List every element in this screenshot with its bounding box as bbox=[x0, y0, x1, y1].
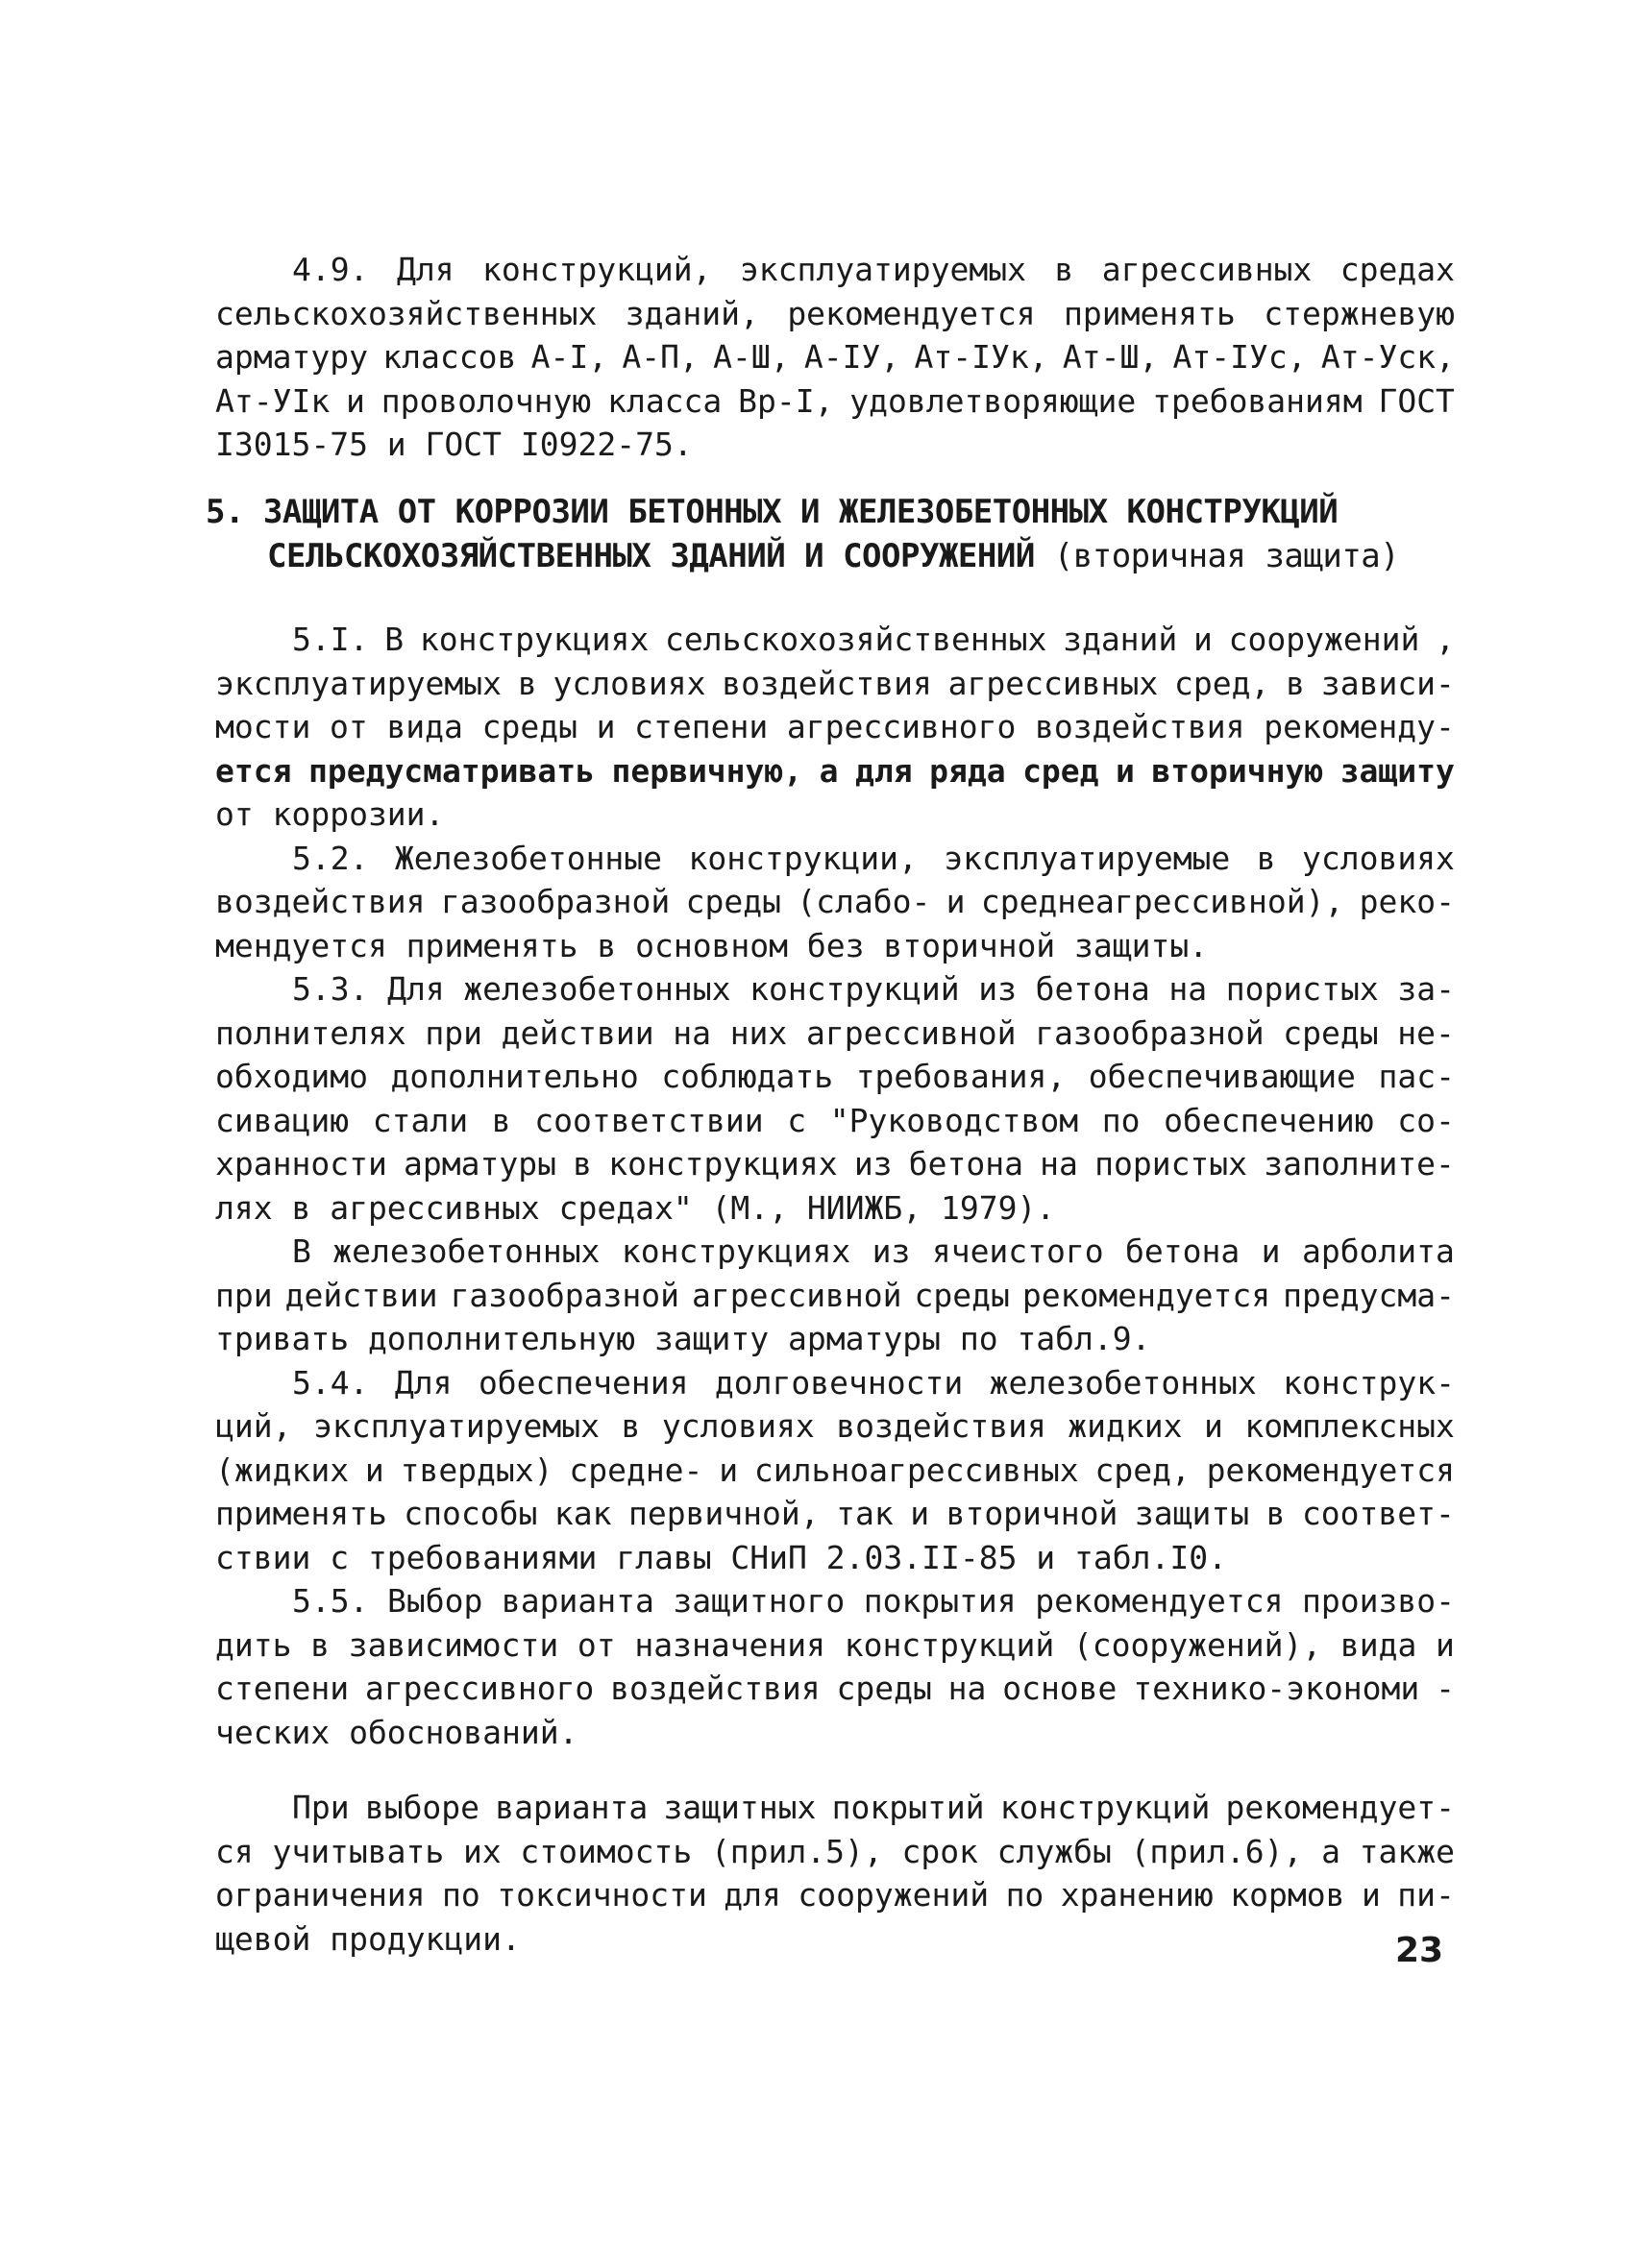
word: газообразной bbox=[450, 1276, 679, 1314]
word: воздействия bbox=[1035, 708, 1245, 745]
word: конструкций bbox=[749, 970, 960, 1008]
word: твердых) bbox=[400, 1451, 553, 1489]
word: 5.4. bbox=[292, 1363, 369, 1402]
word: рекомендуется bbox=[787, 294, 1036, 332]
word: мости bbox=[215, 708, 311, 745]
word: по bbox=[1005, 1876, 1044, 1914]
word: ряда bbox=[929, 751, 1006, 790]
word: газообразной bbox=[1035, 1013, 1265, 1052]
word: на bbox=[1168, 970, 1208, 1008]
word: Ат-IУк, bbox=[914, 338, 1048, 376]
text-line bbox=[215, 618, 1455, 662]
word: с bbox=[787, 1101, 807, 1139]
word: сельскохозяйственных bbox=[664, 621, 1047, 658]
text-line bbox=[215, 1230, 1455, 1274]
word: В bbox=[384, 621, 405, 658]
word: конструкциях bbox=[621, 1232, 851, 1270]
text-line bbox=[215, 967, 1455, 1012]
word: действии bbox=[284, 1276, 438, 1314]
word: среды bbox=[914, 1276, 1010, 1314]
word: пас- bbox=[1378, 1058, 1455, 1095]
word: сред bbox=[1022, 751, 1099, 790]
text-line bbox=[215, 1449, 1455, 1493]
word: в bbox=[491, 1101, 511, 1139]
word: зданий bbox=[1063, 621, 1178, 658]
word: арматуру bbox=[215, 338, 368, 376]
word: (сооружений), bbox=[1072, 1625, 1322, 1664]
word: Железобетонные bbox=[394, 839, 663, 877]
word: из bbox=[978, 970, 1017, 1008]
word: зависимости bbox=[348, 1625, 559, 1664]
word: 4.9. bbox=[292, 251, 369, 288]
word: предусма- bbox=[1283, 1276, 1455, 1314]
text-line bbox=[215, 248, 1455, 292]
word: пи- bbox=[1397, 1876, 1455, 1914]
word: стоимость bbox=[520, 1832, 693, 1870]
word: при bbox=[425, 1013, 482, 1052]
word: и bbox=[910, 1495, 930, 1532]
heading-line-1: 5. ЗАЩИТА ОТ КОРРОЗИИ БЕТОННЫХ И ЖЕЛЕЗОБЕТОННЫХ КОНСТРУКЦИЙ bbox=[206, 493, 1339, 531]
word: средне- bbox=[569, 1451, 703, 1489]
word: способы bbox=[404, 1495, 538, 1532]
word: обеспечению bbox=[1164, 1101, 1374, 1139]
word: среды bbox=[836, 1670, 932, 1707]
text-line bbox=[215, 880, 1455, 924]
word: вида bbox=[1339, 1625, 1417, 1664]
word: бетона bbox=[908, 1145, 1023, 1183]
word: из bbox=[872, 1232, 911, 1270]
text-line bbox=[215, 1142, 1455, 1186]
word: долговечности bbox=[714, 1363, 964, 1402]
heading-subtitle: (вторичная защита) bbox=[1053, 536, 1400, 575]
word: пористых bbox=[1094, 1145, 1248, 1183]
text-line bbox=[215, 1623, 1455, 1668]
word: из bbox=[853, 1145, 893, 1183]
word: защиту bbox=[1339, 751, 1455, 790]
word: вида bbox=[386, 708, 463, 745]
word: Ат-УIк bbox=[215, 381, 331, 420]
word: бетона bbox=[1125, 1232, 1241, 1270]
text-line: тривать дополнительную защиту арматуры по табл.9. bbox=[215, 1320, 1151, 1357]
text-line bbox=[215, 335, 1455, 379]
word: на bbox=[947, 1670, 987, 1707]
text-line bbox=[215, 749, 1455, 793]
word: в bbox=[621, 1407, 641, 1445]
word: Для bbox=[396, 251, 454, 288]
word: сооружений bbox=[1228, 621, 1420, 658]
word: вторичной bbox=[946, 1495, 1118, 1532]
word: - bbox=[1436, 1670, 1455, 1707]
word: как bbox=[553, 1495, 612, 1532]
word: эксплуатируемые bbox=[944, 839, 1231, 877]
word: среды bbox=[1283, 1013, 1379, 1052]
word: реко- bbox=[1359, 883, 1455, 920]
word: предусматривать bbox=[307, 751, 595, 790]
word: Ат-IУс, bbox=[1172, 338, 1307, 376]
word: и bbox=[719, 1451, 739, 1489]
word: железобетонных bbox=[463, 970, 731, 1008]
text-line bbox=[215, 1830, 1455, 1874]
word: сельскохозяйственных bbox=[215, 294, 598, 332]
word: по bbox=[442, 1876, 480, 1914]
word: токсичности bbox=[497, 1876, 707, 1914]
word: первичной, bbox=[627, 1495, 820, 1532]
word: обеспечения bbox=[478, 1363, 689, 1402]
word: хранности bbox=[215, 1145, 387, 1183]
word: и bbox=[1116, 751, 1135, 790]
text-line: лях в агрессивных средах" (М., НИИЖБ, 1979). bbox=[215, 1188, 1056, 1227]
text-line bbox=[215, 1055, 1455, 1099]
word: сивацию bbox=[215, 1101, 350, 1139]
section-heading bbox=[206, 490, 1464, 577]
word: требования, bbox=[855, 1058, 1067, 1095]
word: А-Ш, bbox=[713, 338, 790, 376]
word: а bbox=[819, 751, 839, 790]
word: 5.3. bbox=[292, 970, 369, 1008]
word: пористых bbox=[1225, 970, 1379, 1008]
word: срок bbox=[901, 1832, 978, 1870]
word: не- bbox=[1397, 1013, 1455, 1052]
word: конструкциях bbox=[608, 1145, 838, 1183]
word: покрытий bbox=[831, 1789, 985, 1826]
word: в bbox=[1286, 664, 1306, 702]
word: При bbox=[292, 1789, 350, 1826]
word: "Руководством bbox=[829, 1101, 1079, 1139]
word: и bbox=[1361, 1876, 1381, 1914]
text-line bbox=[215, 379, 1455, 424]
word: от bbox=[577, 1625, 616, 1664]
word: для bbox=[724, 1876, 781, 1914]
word: агрессивных bbox=[947, 664, 1159, 702]
word: 5.2. bbox=[292, 839, 369, 877]
word: конструкций bbox=[844, 1625, 1055, 1664]
word: обходимо bbox=[215, 1058, 368, 1095]
word: воздействия bbox=[722, 664, 932, 702]
word: (прил.5), bbox=[710, 1832, 883, 1870]
section-5-body bbox=[215, 618, 1455, 1754]
text-line bbox=[215, 1667, 1455, 1711]
word: конструкций bbox=[999, 1789, 1211, 1826]
word: учитывать bbox=[272, 1832, 445, 1870]
word: бетона bbox=[1035, 970, 1150, 1008]
word: от bbox=[330, 708, 368, 745]
word: основе bbox=[1002, 1670, 1118, 1707]
word: воздействия bbox=[836, 1407, 1046, 1445]
word: условиях bbox=[553, 664, 706, 702]
word: на bbox=[1040, 1145, 1078, 1183]
word: в bbox=[573, 1145, 593, 1183]
word: среды bbox=[481, 708, 577, 745]
text-line bbox=[215, 1492, 1455, 1536]
word: произво- bbox=[1302, 1582, 1455, 1620]
word: конструкций, bbox=[482, 251, 712, 288]
page-number: 23 bbox=[1395, 1931, 1444, 1970]
word: (прил.6), bbox=[1130, 1832, 1303, 1870]
word: хранению bbox=[1060, 1876, 1214, 1914]
word: степени bbox=[634, 708, 769, 745]
word: железобетонных bbox=[989, 1363, 1257, 1402]
word: и bbox=[946, 883, 966, 920]
word: рекомендуется bbox=[1035, 1582, 1284, 1620]
word: ячеистого bbox=[931, 1232, 1104, 1270]
word: применять bbox=[215, 1495, 387, 1532]
text-line bbox=[215, 662, 1455, 706]
word: и bbox=[1193, 621, 1213, 658]
word: соблюдать bbox=[661, 1058, 834, 1095]
word: классов bbox=[382, 338, 517, 376]
word: эксплуатируемых bbox=[215, 664, 503, 702]
word: конструк- bbox=[1283, 1363, 1455, 1402]
text-line bbox=[215, 1012, 1455, 1056]
text-line bbox=[215, 292, 1455, 336]
word: рекомендуется bbox=[1206, 1451, 1455, 1489]
word: ций, bbox=[215, 1407, 292, 1445]
word: варианта bbox=[495, 1789, 649, 1826]
word: в bbox=[1054, 251, 1074, 288]
word: сред, bbox=[1174, 664, 1270, 702]
word: степени bbox=[215, 1670, 350, 1707]
word: эксплуатируемых bbox=[739, 251, 1026, 288]
word: покрытия bbox=[863, 1582, 1017, 1620]
word: рекоменду- bbox=[1264, 708, 1455, 745]
word: и bbox=[1436, 1625, 1455, 1664]
word: вторичную bbox=[1151, 751, 1324, 790]
word: выборе bbox=[364, 1789, 480, 1826]
word: удовлетворяющие bbox=[849, 381, 1137, 420]
word: агрессивной bbox=[691, 1276, 902, 1314]
text-line bbox=[215, 1873, 1455, 1917]
word: условиях bbox=[661, 1407, 815, 1445]
word: них bbox=[729, 1013, 788, 1052]
word: воздействия bbox=[610, 1670, 821, 1707]
word: 5.I. bbox=[292, 621, 369, 658]
word: кормов bbox=[1230, 1876, 1345, 1914]
word: а bbox=[1321, 1832, 1340, 1870]
word: жидких bbox=[1068, 1407, 1183, 1445]
word: защиты bbox=[1134, 1495, 1250, 1532]
word: соответ- bbox=[1301, 1495, 1455, 1532]
word: эксплуатируемых bbox=[312, 1407, 600, 1445]
word: при bbox=[215, 1276, 273, 1314]
text-line bbox=[215, 837, 1455, 881]
text-line: I3015-75 и ГОСТ I0922-75. bbox=[215, 426, 693, 463]
word: воздействия bbox=[215, 883, 426, 920]
word: газообразной bbox=[440, 883, 671, 920]
word: В bbox=[292, 1232, 311, 1270]
word: соответствии bbox=[534, 1101, 764, 1139]
word: Ат-Уск, bbox=[1320, 338, 1455, 376]
word: в bbox=[310, 1625, 331, 1664]
text-line bbox=[215, 1579, 1455, 1623]
word: требованиям bbox=[1152, 381, 1363, 420]
word: и bbox=[1261, 1232, 1281, 1270]
word: Вр-I, bbox=[738, 381, 834, 420]
word: защитных bbox=[663, 1789, 817, 1826]
text-line bbox=[215, 1404, 1455, 1449]
word: в bbox=[517, 664, 537, 702]
word: зданий, bbox=[625, 294, 759, 332]
text-line bbox=[215, 1274, 1455, 1318]
word: проволочную bbox=[381, 381, 592, 420]
word: комплексных bbox=[1244, 1407, 1455, 1445]
word: агрессивного bbox=[786, 708, 1017, 745]
word: агрессивных bbox=[1101, 251, 1313, 288]
word: службы bbox=[996, 1832, 1112, 1870]
word: среднеагрессивной), bbox=[980, 883, 1344, 920]
word: и bbox=[364, 1451, 384, 1489]
text-line bbox=[215, 1361, 1455, 1405]
word: варианта bbox=[501, 1582, 654, 1620]
word: Ат-Ш, bbox=[1062, 338, 1159, 376]
word: Для bbox=[394, 1363, 453, 1402]
word: сред, bbox=[1094, 1451, 1191, 1489]
word: (слабо- bbox=[797, 883, 931, 920]
word: сильноагрессивных bbox=[753, 1451, 1079, 1489]
word: также bbox=[1359, 1832, 1455, 1870]
word: арматуры bbox=[404, 1145, 556, 1183]
word: и bbox=[596, 708, 616, 745]
word: и bbox=[1204, 1407, 1223, 1445]
word: А-I, bbox=[530, 338, 608, 376]
word: агрессивного bbox=[364, 1670, 595, 1707]
word: ГОСТ bbox=[1378, 381, 1455, 420]
word: дить bbox=[215, 1625, 292, 1664]
word: их bbox=[462, 1832, 502, 1870]
word: стержневую bbox=[1264, 294, 1455, 332]
word: А-П, bbox=[622, 338, 699, 376]
word: конструкции, bbox=[688, 839, 918, 877]
word: 5.5. bbox=[292, 1582, 369, 1620]
word: за- bbox=[1397, 970, 1455, 1008]
word: рекомендуется bbox=[1021, 1276, 1271, 1314]
word: применять bbox=[1064, 294, 1236, 332]
word: так bbox=[836, 1495, 894, 1532]
word: первичную, bbox=[611, 751, 803, 790]
text-line: щевой продукции. bbox=[215, 1919, 521, 1958]
heading-line-2 bbox=[206, 534, 1464, 578]
word: ется bbox=[215, 751, 292, 790]
word: сооружений bbox=[798, 1876, 990, 1914]
word: железобетонных bbox=[332, 1232, 601, 1270]
word: , bbox=[1436, 621, 1455, 658]
text-line bbox=[215, 705, 1455, 749]
word: класса bbox=[607, 381, 723, 420]
word: ограничения bbox=[215, 1876, 426, 1914]
word: по bbox=[1101, 1101, 1141, 1139]
word: и bbox=[346, 381, 365, 420]
word: Для bbox=[387, 970, 445, 1008]
word: для bbox=[855, 751, 913, 790]
text-line bbox=[215, 1786, 1455, 1830]
word: действии bbox=[501, 1013, 654, 1052]
word: конструкциях bbox=[419, 621, 650, 658]
word: ся bbox=[215, 1832, 254, 1870]
heading-title: СЕЛЬСКОХОЗЯЙСТВЕННЫХ ЗДАНИЙ И СООРУЖЕНИЙ bbox=[267, 536, 1035, 575]
text-line: ствии с требованиями главы СНиП 2.03.II-85 и табл.I0. bbox=[215, 1538, 1227, 1576]
text-line: от коррозии. bbox=[215, 795, 445, 833]
text-line: мендуется применять в основном без вторичной защиты. bbox=[215, 926, 1209, 964]
word: со- bbox=[1397, 1101, 1455, 1139]
word: (жидких bbox=[215, 1451, 350, 1489]
word: полнителях bbox=[215, 1013, 406, 1052]
word: условиях bbox=[1301, 839, 1455, 877]
final-paragraph bbox=[215, 1786, 1455, 1961]
word: дополнительно bbox=[390, 1058, 639, 1095]
word: А-IУ, bbox=[803, 338, 900, 376]
word: обеспечивающие bbox=[1088, 1058, 1356, 1095]
word: Выбор bbox=[387, 1582, 483, 1620]
word: в bbox=[1256, 839, 1276, 877]
word: защитного bbox=[673, 1582, 846, 1620]
word: зависи- bbox=[1320, 664, 1455, 702]
paragraph-4-9 bbox=[215, 248, 1455, 467]
word: среды bbox=[685, 883, 781, 920]
word: агрессивной bbox=[805, 1013, 1017, 1052]
word: в bbox=[1265, 1495, 1286, 1532]
word: на bbox=[673, 1013, 712, 1052]
word: арболита bbox=[1301, 1232, 1455, 1270]
text-line bbox=[215, 1099, 1455, 1143]
text-line: ческих обоснований. bbox=[215, 1713, 578, 1751]
word: заполните- bbox=[1264, 1145, 1455, 1183]
word: стали bbox=[372, 1101, 469, 1139]
word: технико-экономи bbox=[1133, 1670, 1420, 1707]
word: рекомендует- bbox=[1225, 1789, 1455, 1826]
word: средах bbox=[1339, 251, 1455, 288]
word: назначения bbox=[634, 1625, 826, 1664]
